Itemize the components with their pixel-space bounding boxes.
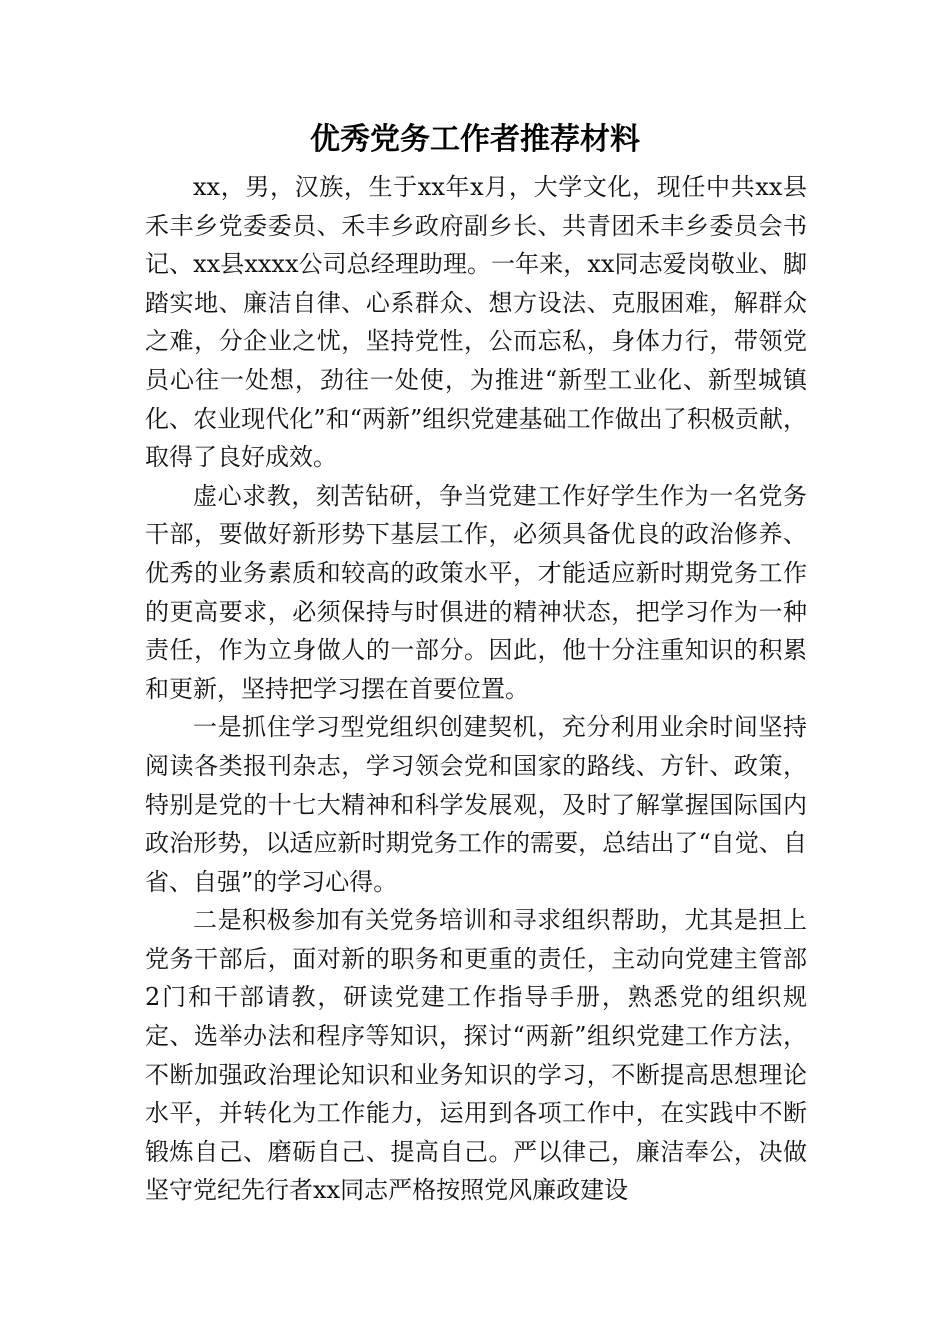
paragraph-intro: xx，男，汉族，生于xx年x月，大学文化，现任中共xx县禾丰乡党委委员、禾丰乡政府副乡长、共青团禾丰乡委员会书记、xx县xxxx公司总经理助理。一年来，xx同志爱岗敬业、脚踏实地、廉洁自律、心系群众、想方设法、克服困难，解群众之难，分企业之忧，坚持党性，公而忘私，身体力行，带领党员心往一处想，劲往一处使，为推进“新型工业化、新型城镇化、农业现代化”和“两新”组织党建基础工作做出了积极贡献，取得了良好成效。 bbox=[145, 173, 807, 472]
paragraph-point-two: 二是积极参加有关党务培训和寻求组织帮助，尤其是担上党务干部后，面对新的职务和更重的责任，主动向党建主管部2门和干部请教，研读党建工作指导手册，熟悉党的组织规定、选举办法和程序等知识，探讨“两新”组织党建工作方法，不断加强政治理论知识和业务知识的学习，不断提高思想理论水平，并转化为工作能力，运用到各项工作中，在实践中不断锻炼自己、磨砺自己、提高自己。严以律己，廉洁奉公，决做坚守党纪先行者xx同志严格按照党风廉政建设 bbox=[145, 906, 807, 1205]
paragraph-study: 虚心求教，刻苦钻研，争当党建工作好学生作为一名党务干部，要做好新形势下基层工作，必须具备优良的政治修养、优秀的业务素质和较高的政策水平，才能适应新时期党务工作的更高要求，必须保持与时俱进的精神状态，把学习作为一种责任，作为立身做人的一部分。因此，他十分注重知识的积累和更新，坚持把学习摆在首要位置。 bbox=[145, 481, 807, 703]
document-body bbox=[145, 168, 807, 1210]
document-title: 优秀党务工作者推荐材料 bbox=[310, 122, 640, 157]
paragraph-point-one: 一是抓住学习型党组织创建契机，充分利用业余时间坚持阅读各类报刊杂志，学习领会党和国家的路线、方针、政策，特别是党的十七大精神和科学发展观，及时了解掌握国际国内政治形势，以适应新时期党务工作的需要，总结出了“自觉、自省、自强”的学习心得。 bbox=[145, 713, 807, 896]
